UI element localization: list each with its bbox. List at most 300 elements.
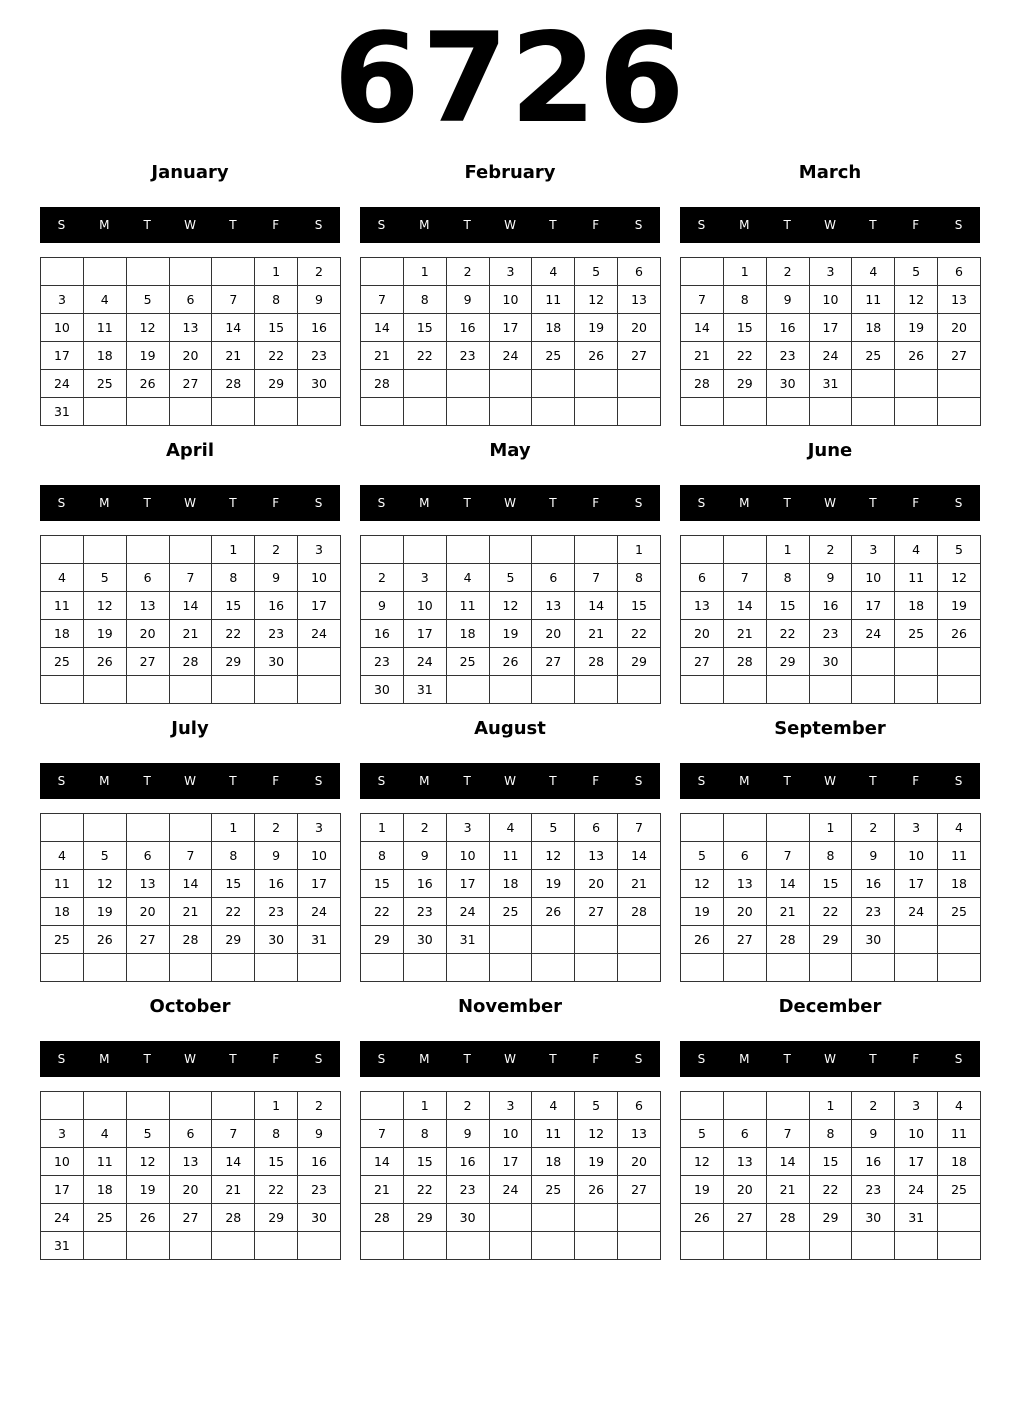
day-cell: 5 xyxy=(126,286,169,314)
day-cell xyxy=(169,954,212,982)
day-cell xyxy=(575,1204,618,1232)
day-cell: 8 xyxy=(403,1120,446,1148)
day-cell: 20 xyxy=(681,620,724,648)
day-cell: 13 xyxy=(169,1148,212,1176)
week-row xyxy=(681,564,981,592)
day-cell xyxy=(446,676,489,704)
day-cell xyxy=(766,954,809,982)
day-cell: 10 xyxy=(298,842,341,870)
day-cell: 19 xyxy=(895,314,938,342)
day-cell: 19 xyxy=(575,314,618,342)
day-cell: 15 xyxy=(809,870,852,898)
day-cell xyxy=(298,676,341,704)
weekday-label: S xyxy=(634,218,643,232)
day-cell xyxy=(575,954,618,982)
weekday-label: F xyxy=(912,496,920,510)
day-cell: 24 xyxy=(41,1204,84,1232)
week-row xyxy=(681,954,981,982)
week-row xyxy=(681,620,981,648)
day-cell: 27 xyxy=(723,1204,766,1232)
day-cell xyxy=(126,676,169,704)
day-cell xyxy=(681,1232,724,1260)
day-cell: 4 xyxy=(41,842,84,870)
day-cell: 11 xyxy=(83,314,126,342)
day-cell: 5 xyxy=(681,842,724,870)
day-cell: 30 xyxy=(361,676,404,704)
day-grid xyxy=(680,535,981,704)
day-cell: 13 xyxy=(126,592,169,620)
day-cell: 12 xyxy=(681,1148,724,1176)
day-cell xyxy=(212,1232,255,1260)
day-cell: 30 xyxy=(766,370,809,398)
day-cell xyxy=(618,926,661,954)
week-row xyxy=(361,286,661,314)
weekday-label: M xyxy=(99,774,110,788)
day-cell: 22 xyxy=(403,342,446,370)
week-row xyxy=(41,648,341,676)
day-cell xyxy=(938,954,981,982)
day-cell: 5 xyxy=(532,814,575,842)
day-cell: 2 xyxy=(446,258,489,286)
day-cell: 18 xyxy=(532,314,575,342)
day-cell: 19 xyxy=(126,342,169,370)
day-cell: 3 xyxy=(489,1092,532,1120)
day-cell: 19 xyxy=(938,592,981,620)
week-row xyxy=(681,1148,981,1176)
day-cell: 3 xyxy=(895,814,938,842)
weekday-label: S xyxy=(314,496,323,510)
day-cell: 26 xyxy=(575,342,618,370)
weekday-label: F xyxy=(272,218,280,232)
weekday-label: M xyxy=(739,1052,750,1066)
day-cell: 21 xyxy=(212,342,255,370)
day-cell xyxy=(895,1232,938,1260)
day-grid xyxy=(360,257,661,426)
day-cell: 9 xyxy=(255,564,298,592)
day-cell: 13 xyxy=(532,592,575,620)
weekday-label: S xyxy=(697,218,706,232)
week-row xyxy=(361,1232,661,1260)
day-cell: 10 xyxy=(41,314,84,342)
week-row xyxy=(681,648,981,676)
weekday-header xyxy=(680,763,980,799)
day-cell: 7 xyxy=(361,286,404,314)
day-cell xyxy=(83,954,126,982)
day-cell: 4 xyxy=(852,258,895,286)
weekday-header xyxy=(40,207,340,243)
week-row xyxy=(361,1120,661,1148)
day-cell xyxy=(41,676,84,704)
week-row xyxy=(41,258,341,286)
day-cell xyxy=(403,1232,446,1260)
day-cell: 12 xyxy=(681,870,724,898)
day-cell: 12 xyxy=(532,842,575,870)
weekday-label: T xyxy=(549,774,557,788)
day-cell: 24 xyxy=(895,1176,938,1204)
week-row xyxy=(361,954,661,982)
day-cell: 27 xyxy=(169,1204,212,1232)
day-cell: 22 xyxy=(212,898,255,926)
day-cell: 16 xyxy=(255,592,298,620)
month-name: January xyxy=(151,162,229,183)
day-cell: 24 xyxy=(895,898,938,926)
weekday-header xyxy=(40,485,340,521)
day-cell: 24 xyxy=(298,898,341,926)
day-cell: 3 xyxy=(446,814,489,842)
weekday-header xyxy=(360,763,660,799)
day-cell: 13 xyxy=(126,870,169,898)
day-cell: 15 xyxy=(766,592,809,620)
day-cell: 25 xyxy=(489,898,532,926)
month-name: April xyxy=(165,440,215,461)
day-cell: 21 xyxy=(766,1176,809,1204)
day-cell: 26 xyxy=(83,926,126,954)
week-row xyxy=(361,536,661,564)
week-row xyxy=(41,870,341,898)
day-cell xyxy=(809,954,852,982)
day-cell: 31 xyxy=(298,926,341,954)
day-cell: 18 xyxy=(895,592,938,620)
day-cell: 30 xyxy=(446,1204,489,1232)
day-cell xyxy=(895,676,938,704)
day-cell: 14 xyxy=(361,1148,404,1176)
weekday-header xyxy=(40,1041,340,1077)
weekday-label: F xyxy=(912,218,920,232)
day-cell: 23 xyxy=(809,620,852,648)
day-cell xyxy=(212,954,255,982)
day-cell: 5 xyxy=(895,258,938,286)
day-cell: 26 xyxy=(938,620,981,648)
day-cell: 27 xyxy=(126,926,169,954)
day-cell: 7 xyxy=(723,564,766,592)
week-row xyxy=(681,676,981,704)
day-cell xyxy=(169,1232,212,1260)
weekday-label: S xyxy=(634,496,643,510)
day-cell xyxy=(895,398,938,426)
week-row xyxy=(41,342,341,370)
day-cell: 17 xyxy=(446,870,489,898)
week-row xyxy=(361,842,661,870)
day-cell xyxy=(681,1092,724,1120)
day-cell: 22 xyxy=(361,898,404,926)
day-cell: 15 xyxy=(255,1148,298,1176)
day-cell xyxy=(618,954,661,982)
day-cell xyxy=(446,954,489,982)
day-cell: 7 xyxy=(766,842,809,870)
day-cell: 26 xyxy=(126,370,169,398)
day-cell: 25 xyxy=(938,1176,981,1204)
day-cell: 17 xyxy=(403,620,446,648)
day-cell: 18 xyxy=(41,898,84,926)
day-cell xyxy=(83,676,126,704)
day-cell: 9 xyxy=(809,564,852,592)
day-cell: 3 xyxy=(489,258,532,286)
day-cell: 22 xyxy=(766,620,809,648)
week-row xyxy=(41,592,341,620)
week-row xyxy=(681,370,981,398)
day-cell: 11 xyxy=(938,1120,981,1148)
day-cell xyxy=(169,258,212,286)
day-cell: 8 xyxy=(255,1120,298,1148)
week-row xyxy=(41,286,341,314)
day-cell xyxy=(212,1092,255,1120)
day-cell: 10 xyxy=(489,1120,532,1148)
weekday-label: S xyxy=(377,496,386,510)
day-cell: 21 xyxy=(361,342,404,370)
weekday-header xyxy=(680,485,980,521)
week-row xyxy=(361,1148,661,1176)
day-cell: 3 xyxy=(298,536,341,564)
day-cell: 30 xyxy=(852,926,895,954)
day-cell: 19 xyxy=(532,870,575,898)
day-cell xyxy=(489,370,532,398)
week-row xyxy=(41,370,341,398)
day-cell: 3 xyxy=(895,1092,938,1120)
week-row xyxy=(681,286,981,314)
month-name: July xyxy=(171,718,209,739)
day-cell: 23 xyxy=(852,898,895,926)
week-row xyxy=(361,342,661,370)
weekday-header xyxy=(680,207,980,243)
day-cell xyxy=(41,258,84,286)
week-row xyxy=(361,564,661,592)
day-cell: 24 xyxy=(41,370,84,398)
day-cell xyxy=(575,398,618,426)
day-cell xyxy=(255,954,298,982)
weekday-label: T xyxy=(549,496,557,510)
day-cell: 28 xyxy=(361,1204,404,1232)
year-title: 6726 xyxy=(333,7,687,151)
day-cell: 31 xyxy=(41,1232,84,1260)
week-row xyxy=(361,870,661,898)
week-row xyxy=(681,898,981,926)
day-cell: 9 xyxy=(446,1120,489,1148)
day-cell: 23 xyxy=(361,648,404,676)
weekday-label: T xyxy=(869,774,877,788)
weekday-label: T xyxy=(869,1052,877,1066)
day-cell: 17 xyxy=(895,870,938,898)
day-cell xyxy=(852,676,895,704)
day-cell: 6 xyxy=(681,564,724,592)
day-cell: 21 xyxy=(618,870,661,898)
day-cell: 18 xyxy=(938,1148,981,1176)
day-cell: 25 xyxy=(532,1176,575,1204)
day-cell xyxy=(532,536,575,564)
day-cell: 20 xyxy=(618,314,661,342)
day-cell xyxy=(938,676,981,704)
day-cell: 27 xyxy=(618,342,661,370)
day-cell: 16 xyxy=(766,314,809,342)
day-cell: 14 xyxy=(169,870,212,898)
day-cell: 14 xyxy=(766,870,809,898)
weekday-label: M xyxy=(739,218,750,232)
weekday-label: F xyxy=(592,774,600,788)
weekday-label: W xyxy=(504,1052,516,1066)
day-cell: 7 xyxy=(212,286,255,314)
day-grid xyxy=(40,1091,341,1260)
day-cell xyxy=(809,398,852,426)
day-cell: 12 xyxy=(126,314,169,342)
day-cell: 21 xyxy=(169,620,212,648)
day-cell xyxy=(938,398,981,426)
day-cell: 21 xyxy=(766,898,809,926)
day-cell: 9 xyxy=(361,592,404,620)
day-cell: 1 xyxy=(723,258,766,286)
weekday-label: F xyxy=(592,218,600,232)
day-cell: 6 xyxy=(575,814,618,842)
day-cell: 3 xyxy=(41,1120,84,1148)
day-cell: 2 xyxy=(852,1092,895,1120)
weekday-label: T xyxy=(143,774,151,788)
day-cell: 23 xyxy=(766,342,809,370)
day-cell: 16 xyxy=(255,870,298,898)
month-name: May xyxy=(489,440,531,461)
day-cell: 9 xyxy=(403,842,446,870)
day-cell: 26 xyxy=(489,648,532,676)
day-cell: 12 xyxy=(83,870,126,898)
day-cell: 15 xyxy=(618,592,661,620)
day-cell: 21 xyxy=(169,898,212,926)
day-cell xyxy=(126,536,169,564)
day-cell: 13 xyxy=(618,286,661,314)
day-cell: 3 xyxy=(809,258,852,286)
day-cell: 23 xyxy=(446,1176,489,1204)
day-cell: 10 xyxy=(895,842,938,870)
day-cell: 7 xyxy=(575,564,618,592)
day-cell: 25 xyxy=(895,620,938,648)
weekday-label: T xyxy=(229,774,237,788)
day-cell xyxy=(361,1092,404,1120)
day-cell: 26 xyxy=(532,898,575,926)
weekday-label: W xyxy=(824,774,836,788)
day-cell: 12 xyxy=(575,286,618,314)
weekday-header xyxy=(360,207,660,243)
day-cell xyxy=(938,926,981,954)
day-cell: 15 xyxy=(403,314,446,342)
day-cell: 8 xyxy=(403,286,446,314)
day-cell: 30 xyxy=(298,1204,341,1232)
day-cell: 8 xyxy=(618,564,661,592)
day-cell xyxy=(766,398,809,426)
week-row xyxy=(361,1092,661,1120)
day-cell: 31 xyxy=(809,370,852,398)
week-row xyxy=(41,814,341,842)
day-cell: 8 xyxy=(723,286,766,314)
day-cell: 28 xyxy=(575,648,618,676)
week-row xyxy=(41,676,341,704)
day-cell: 11 xyxy=(852,286,895,314)
weekday-label: M xyxy=(739,774,750,788)
day-cell: 29 xyxy=(766,648,809,676)
day-cell: 28 xyxy=(766,1204,809,1232)
day-cell: 2 xyxy=(255,536,298,564)
week-row xyxy=(681,536,981,564)
weekday-label: W xyxy=(184,1052,196,1066)
day-cell: 18 xyxy=(83,342,126,370)
day-cell: 16 xyxy=(446,314,489,342)
day-cell: 18 xyxy=(446,620,489,648)
day-cell: 8 xyxy=(212,842,255,870)
week-row xyxy=(361,314,661,342)
day-cell: 28 xyxy=(212,1204,255,1232)
weekday-label: S xyxy=(954,774,963,788)
day-cell xyxy=(255,1232,298,1260)
day-cell xyxy=(766,1232,809,1260)
day-cell: 17 xyxy=(852,592,895,620)
week-row xyxy=(681,314,981,342)
weekday-label: W xyxy=(184,218,196,232)
day-cell: 14 xyxy=(766,1148,809,1176)
day-cell: 20 xyxy=(575,870,618,898)
day-cell: 12 xyxy=(895,286,938,314)
day-cell: 1 xyxy=(403,1092,446,1120)
day-cell: 27 xyxy=(681,648,724,676)
day-cell: 27 xyxy=(169,370,212,398)
weekday-label: S xyxy=(57,1052,66,1066)
day-cell: 1 xyxy=(809,814,852,842)
day-cell: 8 xyxy=(809,1120,852,1148)
day-cell: 20 xyxy=(169,342,212,370)
day-cell: 7 xyxy=(766,1120,809,1148)
day-cell: 1 xyxy=(361,814,404,842)
day-cell: 1 xyxy=(212,814,255,842)
day-cell: 8 xyxy=(255,286,298,314)
day-cell xyxy=(169,1092,212,1120)
day-cell: 27 xyxy=(126,648,169,676)
weekday-label: S xyxy=(697,496,706,510)
day-cell: 8 xyxy=(361,842,404,870)
day-cell: 22 xyxy=(723,342,766,370)
day-cell: 25 xyxy=(532,342,575,370)
day-grid xyxy=(40,535,341,704)
weekday-label: T xyxy=(869,496,877,510)
day-cell xyxy=(169,536,212,564)
day-cell: 19 xyxy=(681,1176,724,1204)
day-cell xyxy=(126,954,169,982)
day-cell xyxy=(212,676,255,704)
day-cell: 21 xyxy=(361,1176,404,1204)
day-cell xyxy=(681,814,724,842)
day-cell: 1 xyxy=(766,536,809,564)
day-cell xyxy=(618,398,661,426)
day-cell: 13 xyxy=(681,592,724,620)
day-cell: 7 xyxy=(169,842,212,870)
day-cell: 27 xyxy=(723,926,766,954)
day-cell: 23 xyxy=(446,342,489,370)
day-cell: 17 xyxy=(41,1176,84,1204)
day-cell: 26 xyxy=(575,1176,618,1204)
weekday-label: M xyxy=(99,218,110,232)
day-cell: 18 xyxy=(938,870,981,898)
day-cell: 29 xyxy=(809,926,852,954)
day-cell xyxy=(298,648,341,676)
week-row xyxy=(41,1120,341,1148)
day-cell: 17 xyxy=(809,314,852,342)
day-cell: 6 xyxy=(618,1092,661,1120)
day-cell: 13 xyxy=(723,1148,766,1176)
day-cell: 24 xyxy=(852,620,895,648)
week-row xyxy=(41,536,341,564)
day-cell: 23 xyxy=(298,1176,341,1204)
weekday-label: S xyxy=(314,1052,323,1066)
day-cell: 9 xyxy=(446,286,489,314)
week-row xyxy=(41,1176,341,1204)
day-cell: 2 xyxy=(809,536,852,564)
day-cell: 10 xyxy=(489,286,532,314)
day-cell xyxy=(938,370,981,398)
day-cell: 30 xyxy=(809,648,852,676)
day-cell: 4 xyxy=(83,1120,126,1148)
